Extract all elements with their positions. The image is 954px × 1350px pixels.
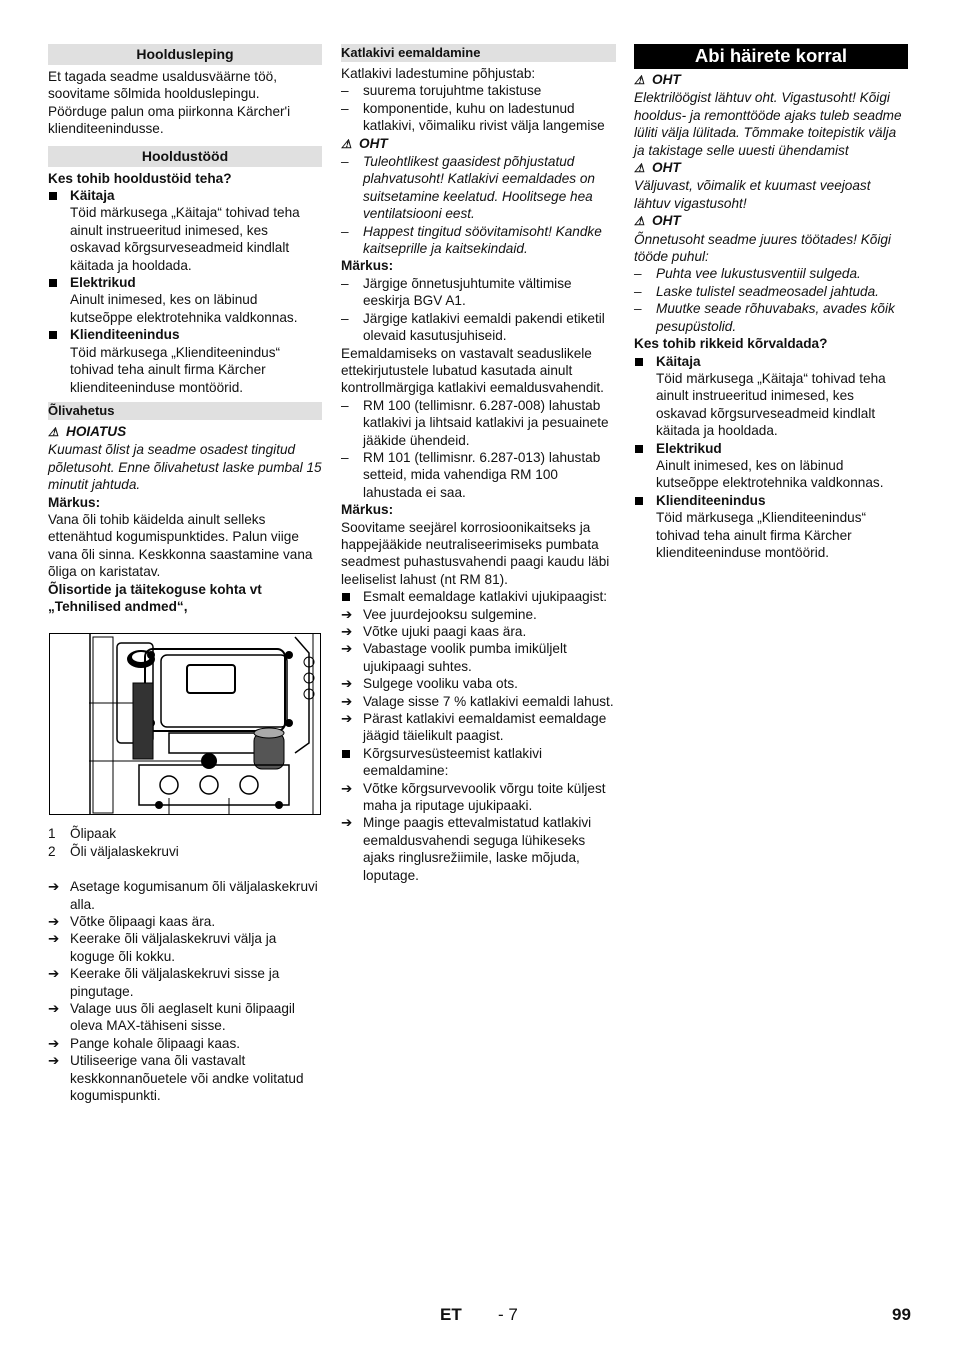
list-text: Muutke seade rõhuvabaks, avades kõik pesupüstolid. <box>656 301 895 334</box>
warning-triangle-icon: ⚠ <box>48 424 59 439</box>
list-item: – Järgige õnnetusjuhtumite vältimise eeskirja BGV A1. <box>341 275 616 310</box>
role-name: Käitaja <box>656 353 701 369</box>
section-heading-katlakivi: Katlakivi eemaldamine <box>341 44 616 62</box>
legend-item <box>48 825 322 842</box>
warning-triangle-icon: ⚠ <box>341 136 352 151</box>
procedure-text: Esmalt eemaldage katlakivi ujukipaagist: <box>363 589 608 605</box>
role-name: Klienditeenindus <box>70 327 180 343</box>
list-item: – Puhta vee lukustusventiil sulgeda. <box>634 265 908 282</box>
square-bullet-icon <box>635 445 643 453</box>
column-right <box>634 44 908 561</box>
arrow-right-icon: ➔ <box>48 914 60 929</box>
list-item: – Järgige katlakivi eemaldi pakendi etiketil olevaid kasutusjuhiseid. <box>341 310 616 345</box>
column-middle <box>341 44 616 884</box>
danger-label: OHT <box>652 213 681 229</box>
list-item: – Laske tulistel seadmeosadel jahtuda. <box>634 283 908 300</box>
legend-item <box>48 843 322 860</box>
square-bullet-icon <box>49 331 57 339</box>
procedure-item <box>341 606 616 623</box>
role-description: Töid märkusega „Klienditeenindus“ tohivad teha ainult firma Kärcher klienditeeninduse montöörid. <box>70 344 281 395</box>
square-bullet-icon <box>635 358 643 366</box>
step-text: Keerake õli väljalaskekruvi sisse ja pingutage. <box>70 966 280 999</box>
footer-page-number: 99 <box>892 1305 911 1324</box>
step-item <box>48 965 322 1000</box>
square-bullet-icon <box>49 192 57 200</box>
note-text: Vana õli tohib käidelda ainult selleks ettenähtud kogumispunktides. Palun viige vana õli sinna. Keskkonna saastamine vana õliga on karistatav. <box>48 511 313 580</box>
procedure-text: Minge paagis ettevalmistatud katlakivi eemaldusvahendi seguga lühikeseks ajaks ringlusrežiimile, laske mõjuda, loputage. <box>363 815 592 883</box>
role-description: Töid märkusega „Klienditeenindus“ tohivad teha ainult firma Kärcher klienditeeninduse montöörid. <box>656 510 867 560</box>
procedure-item <box>341 640 616 675</box>
arrow-right-icon: ➔ <box>48 966 60 982</box>
role-item <box>634 492 908 509</box>
procedure-text: Vee juurdejooksu sulgemine. <box>363 606 537 622</box>
arrow-right-icon: ➔ <box>341 624 353 639</box>
subheading-who-troubleshoot: Kes tohib rikkeid kõrvaldada? <box>634 336 828 352</box>
procedure-item <box>341 814 616 884</box>
procedure-item <box>341 588 616 605</box>
warning-label: HOIATUS <box>66 423 127 439</box>
footer-language: ET <box>440 1305 462 1324</box>
warning-text: Kuumast õlist ja seadme osadest tingitud põletusoht. Enne õlivahetust laske pumbal 15 minutit jahtuda. <box>48 442 322 493</box>
arrow-right-icon: ➔ <box>341 641 353 657</box>
step-item <box>48 930 322 965</box>
role-description: Töid märkusega „Käitaja“ tohivad teha ainult instrueeritud inimesed, kes oskavad kõrgsurveseadmeid kindlalt käitada ja hooldada. <box>70 205 300 273</box>
footer-section-page: - 7 <box>498 1305 518 1324</box>
list-item: – Muutke seade rõhuvabaks, avades kõik pesupüstolid. <box>634 300 908 335</box>
step-item <box>48 1000 322 1035</box>
paragraph-approved-agents: Eemaldamiseks on vastavalt seaduslikele ettekirjutustele lubatud kasutada ainult kontrollmärgiga katlakivi eemaldusvahendit. <box>341 345 604 396</box>
role-name: Klienditeenindus <box>656 492 766 508</box>
list-text: komponentide, kuhu on ladestunud katlakivi, võimaliku rivist välja langemise <box>363 100 605 134</box>
column-left <box>48 44 322 1104</box>
role-description: Ainult inimesed, kes on läbinud kutseõppe elektrotehnika valdkonnas. <box>70 292 298 325</box>
procedure-item <box>341 675 616 692</box>
procedure-item <box>341 710 616 745</box>
danger-text: Väljuvast, võimalik et kuumast veejoast lähtuv vigastusoht! <box>634 178 871 211</box>
list-item: – komponentide, kuhu on ladestunud katlakivi, võimaliku rivist välja langemise <box>341 100 616 135</box>
procedure-text: Kõrgsurvesüsteemist katlakivi eemaldamine: <box>363 745 543 779</box>
procedure-text: Pärast katlakivi eemaldamist eemaldage jäägid täielikult paagist. <box>363 711 607 744</box>
list-text: RM 100 (tellimisnr. 6.287-008) lahustab katlakivi ja lihtsaid katlakivi ja pesuainete jääkide ühendeid. <box>363 397 609 448</box>
procedure-text: Sulgege vooliku vaba ots. <box>363 676 518 692</box>
arrow-right-icon: ➔ <box>48 1001 60 1017</box>
role-item <box>634 353 908 370</box>
role-name: Elektrikud <box>656 440 722 456</box>
list-text: Puhta vee lukustusventiil sulgeda. <box>656 266 861 282</box>
list-text: suurema torujuhtme takistuse <box>363 83 542 99</box>
square-bullet-icon <box>49 279 57 287</box>
step-text: Pange kohale õlipaagi kaas. <box>70 1035 241 1051</box>
pump-illustration <box>49 633 321 815</box>
list-item: – Tuleohtlikest gaasidest põhjustatud plahvatusoht! Katlakivi eemaldades on suitsetamine keelatud. Hoolitsege hea ventilatsiooni eest. <box>341 153 616 223</box>
arrow-right-icon: ➔ <box>48 879 60 895</box>
arrow-right-icon: ➔ <box>341 693 353 709</box>
oil-change-steps <box>48 878 322 1104</box>
list-text: Järgige katlakivi eemaldi pakendi etiketil olevaid kasutusjuhiseid. <box>363 310 605 344</box>
danger-text: Õnnetusoht seadme juures töötades! Kõigi tööde puhul: <box>634 231 891 265</box>
step-text: Asetage kogumisanum õli väljalaskekruvi alla. <box>70 879 318 912</box>
descaling-procedure <box>341 588 616 884</box>
procedure-text: Vabastage voolik pumba imiküljelt ujukipaagi suhtes. <box>363 641 567 674</box>
role-name: Käitaja <box>70 188 115 204</box>
role-description: Ainult inimesed, kes on läbinud kutseõppe elektrotehnika valdkonnas. <box>656 457 884 491</box>
square-bullet-icon <box>635 497 643 505</box>
note-label: Märkus: <box>341 258 394 274</box>
paragraph-hooldusleping: Et tagada seadme usaldusväärne töö, soovitame sõlmida hoolduslepingu. Pöörduge palun oma piirkonna Kärcher'i klienditeenindusse. <box>48 69 291 137</box>
danger-text: Elektrilöögist lähtuv oht. Vigastusoht! Kõigi hooldus- ja remonttööde ajaks tuleb seadme lüliti välja lülitada. Tõmmake toitepistik välja ja takistage selle uuesti ühendamist <box>634 90 902 158</box>
list-item: – suurema torujuhtme takistuse <box>341 82 616 99</box>
roles-list <box>48 187 322 396</box>
arrow-right-icon: ➔ <box>341 815 353 831</box>
warning-triangle-icon: ⚠ <box>634 214 645 229</box>
list-text: Laske tulistel seadmeosadel jahtuda. <box>656 283 879 299</box>
paragraph-intro: Katlakivi ladestumine põhjustab: <box>341 66 536 81</box>
step-text: Võtke õlipaagi kaas ära. <box>70 914 216 929</box>
role-description: Töid märkusega „Käitaja“ tohivad teha ainult instrueeritud inimesed, kes oskavad kõrgsurveseadmeid kindlalt käitada ja hooldada. <box>656 370 886 439</box>
procedure-item <box>341 623 616 640</box>
procedure-item <box>341 693 616 710</box>
step-text: Valage uus õli aeglaselt kuni õlipaagil oleva MAX-tähiseni sisse. <box>70 1001 295 1034</box>
step-item <box>48 878 322 913</box>
warning-triangle-icon: ⚠ <box>634 161 645 176</box>
role-item <box>48 187 322 204</box>
chapter-title: Abi häirete korral <box>634 44 908 69</box>
procedure-item <box>341 780 616 815</box>
note-label: Märkus: <box>48 494 101 510</box>
figure-legend <box>48 825 322 860</box>
danger-text: Happest tingitud söövitamisoht! Kandke kaitseprille ja kaitsekindaid. <box>363 223 602 257</box>
role-item <box>48 326 322 343</box>
list-item: – Happest tingitud söövitamisoht! Kandke kaitseprille ja kaitsekindaid. <box>341 223 616 258</box>
step-item <box>48 913 322 930</box>
procedure-item <box>341 745 616 780</box>
step-item <box>48 1052 322 1104</box>
arrow-right-icon: ➔ <box>48 1053 60 1069</box>
danger-label: OHT <box>652 72 681 87</box>
procedure-text: Võtke ujuki paagi kaas ära. <box>363 624 527 639</box>
note-text: Soovitame seejärel korrosioonikaitseks ja happejääkide neutraliseerimiseks pumbata seadmest puhastusvahendi paagi kaudu läbi leeliselist lahust (nt RM 81). <box>341 519 610 587</box>
list-text: Järgige õnnetusjuhtumite vältimise eeskirja BGV A1. <box>363 275 572 309</box>
legend-text: Õli väljalaskekruvi <box>70 843 179 859</box>
list-item: – RM 100 (tellimisnr. 6.287-008) lahustab katlakivi ja lihtsaid katlakivi ja pesuainete jääkide ühendeid. <box>341 397 616 449</box>
roles-list <box>634 353 908 562</box>
step-item <box>48 1035 322 1052</box>
arrow-right-icon: ➔ <box>341 606 353 622</box>
step-text: Keerake õli väljalaskekruvi välja ja koguge õli kokku. <box>70 931 277 964</box>
legend-number: 1 <box>48 826 56 842</box>
arrow-right-icon: ➔ <box>48 931 60 947</box>
arrow-right-icon: ➔ <box>341 780 353 796</box>
list-item: – RM 101 (tellimisnr. 6.287-013) lahustab setteid, mida vahendiga RM 100 lahustada ei saa. <box>341 449 616 501</box>
square-bullet-icon <box>342 593 350 601</box>
warning-triangle-icon: ⚠ <box>634 73 645 87</box>
arrow-right-icon: ➔ <box>341 676 353 692</box>
procedure-text: Valage sisse 7 % katlakivi eemaldi lahust. <box>363 693 614 709</box>
oil-tank-figure <box>48 633 321 817</box>
subheading-who-maintenance: Kes tohib hooldustöid teha? <box>48 170 232 186</box>
legend-number: 2 <box>48 843 56 859</box>
section-heading-hooldustood: Hooldustööd <box>48 146 322 167</box>
arrow-right-icon: ➔ <box>48 1035 60 1051</box>
legend-text: Õlipaak <box>70 826 117 842</box>
arrow-right-icon: ➔ <box>341 711 353 727</box>
oil-spec-reference: Õlisortide ja täitekoguse kohta vt „Tehnilised andmed“, <box>48 581 262 614</box>
danger-label: OHT <box>652 160 681 176</box>
role-item <box>634 440 908 457</box>
procedure-text: Võtke kõrgsurvevoolik võrgu toite küljest maha ja riputage ujukipaaki. <box>363 780 606 814</box>
list-text: RM 101 (tellimisnr. 6.287-013) lahustab setteid, mida vahendiga RM 100 lahustada ei saa. <box>363 449 601 500</box>
danger-text: Tuleohtlikest gaasidest põhjustatud plahvatusoht! Katlakivi eemaldades on suitsetamine keelatud. Hoolitsege hea ventilatsiooni eest. <box>363 154 595 222</box>
role-item <box>48 274 322 291</box>
note-label: Märkus: <box>341 502 394 518</box>
step-text: Utiliseerige vana õli vastavalt keskkonnanõuetele või andke volitatud kogumispunkti. <box>70 1053 304 1104</box>
section-heading-hooldusleping: Hooldusleping <box>48 44 322 65</box>
role-name: Elektrikud <box>70 275 136 291</box>
section-heading-olivahetus: Õlivahetus <box>48 402 322 420</box>
danger-label: OHT <box>359 135 388 151</box>
square-bullet-icon <box>342 750 350 758</box>
